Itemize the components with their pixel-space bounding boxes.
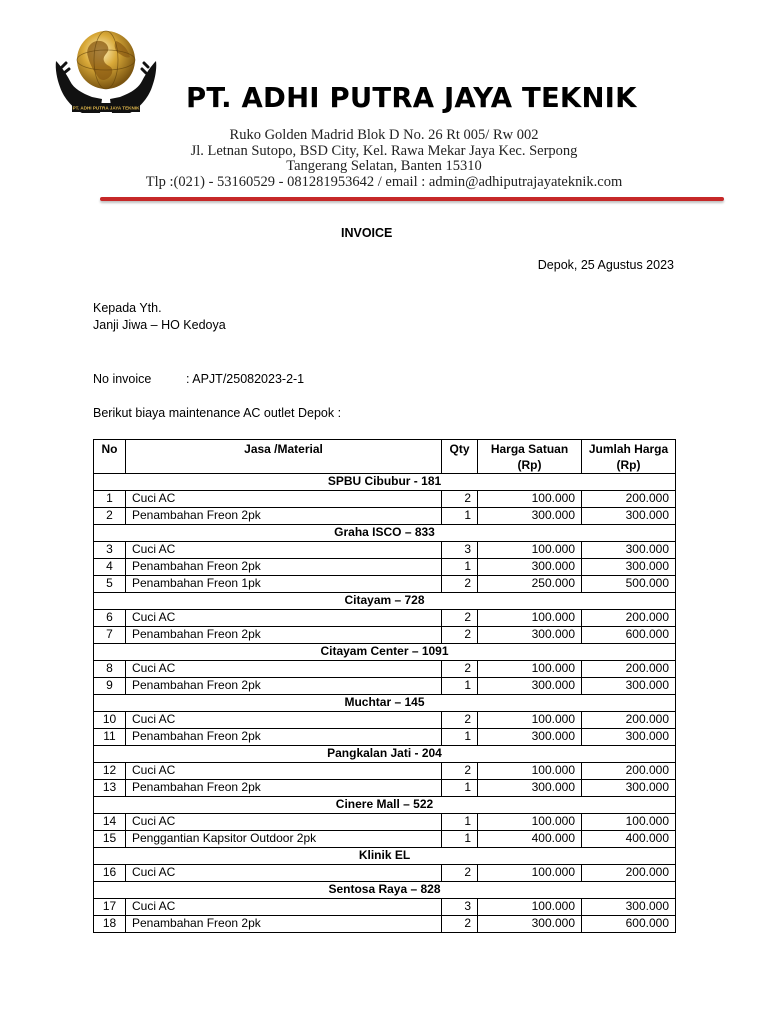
header-unit-price <box>478 440 582 474</box>
row-item: Penambahan Freon 2pk <box>126 678 442 695</box>
section-row <box>94 593 676 610</box>
header-divider <box>100 197 724 201</box>
row-unit-price: 300.000 <box>478 678 582 695</box>
header-total <box>582 440 676 474</box>
address-line: Jl. Letnan Sutopo, BSD City, Kel. Rawa Mekar Jaya Kec. Serpong <box>190 142 578 159</box>
row-item: Cuci AC <box>126 865 442 882</box>
invoice-table-body <box>94 474 676 933</box>
row-item: Cuci AC <box>126 542 442 559</box>
table-row <box>94 780 676 797</box>
row-qty: 1 <box>442 508 478 525</box>
table-row <box>94 491 676 508</box>
row-total: 100.000 <box>582 814 676 831</box>
table-row <box>94 729 676 746</box>
row-no: 14 <box>94 814 126 831</box>
row-unit-price: 100.000 <box>478 814 582 831</box>
section-title: Graha ISCO – 833 <box>94 525 676 542</box>
row-total: 500.000 <box>582 576 676 593</box>
row-no: 13 <box>94 780 126 797</box>
row-no: 9 <box>94 678 126 695</box>
row-total: 200.000 <box>582 763 676 780</box>
row-unit-price: 400.000 <box>478 831 582 848</box>
header-unit-price-line: Harga Satuan <box>490 442 569 456</box>
row-no: 7 <box>94 627 126 644</box>
table-row <box>94 678 676 695</box>
row-total: 200.000 <box>582 491 676 508</box>
address-line: Ruko Golden Madrid Blok D No. 26 Rt 005/ Rw 002 <box>229 127 539 143</box>
row-unit-price: 300.000 <box>478 559 582 576</box>
row-no: 5 <box>94 576 126 593</box>
table-header-row <box>94 440 676 474</box>
row-item: Cuci AC <box>126 491 442 508</box>
row-qty: 2 <box>442 865 478 882</box>
header-qty: Qty <box>442 440 478 474</box>
section-row <box>94 882 676 899</box>
row-qty: 2 <box>442 712 478 729</box>
header-total-line: Jumlah Harga <box>588 442 669 456</box>
row-item: Penambahan Freon 2pk <box>126 627 442 644</box>
row-item: Cuci AC <box>126 712 442 729</box>
row-item: Cuci AC <box>126 899 442 916</box>
row-no: 11 <box>94 729 126 746</box>
invoice-number-label: No invoice <box>93 372 152 386</box>
row-unit-price: 300.000 <box>478 780 582 797</box>
row-item: Penambahan Freon 2pk <box>126 508 442 525</box>
row-no: 12 <box>94 763 126 780</box>
section-row <box>94 746 676 763</box>
section-row <box>94 848 676 865</box>
row-total: 300.000 <box>582 678 676 695</box>
row-no: 6 <box>94 610 126 627</box>
table-row <box>94 542 676 559</box>
row-unit-price: 100.000 <box>478 899 582 916</box>
row-unit-price: 100.000 <box>478 610 582 627</box>
row-total: 200.000 <box>582 610 676 627</box>
header-total-unit: (Rp) <box>616 458 641 472</box>
section-title: Sentosa Raya – 828 <box>94 882 676 899</box>
document-title: INVOICE <box>341 226 393 240</box>
table-row <box>94 508 676 525</box>
row-item: Penambahan Freon 2pk <box>126 780 442 797</box>
row-qty: 2 <box>442 610 478 627</box>
row-item: Penambahan Freon 2pk <box>126 559 442 576</box>
row-total: 600.000 <box>582 627 676 644</box>
table-row <box>94 831 676 848</box>
invoice-number-value: : APJT/25082023-2-1 <box>186 372 305 386</box>
row-qty: 2 <box>442 661 478 678</box>
table-row <box>94 865 676 882</box>
row-qty: 1 <box>442 559 478 576</box>
table-row <box>94 627 676 644</box>
row-total: 300.000 <box>582 559 676 576</box>
header-unit-price-unit: (Rp) <box>517 458 542 472</box>
section-row <box>94 474 676 491</box>
row-qty: 1 <box>442 780 478 797</box>
recipient-name: Janji Jiwa – HO Kedoya <box>93 318 226 332</box>
section-title: Muchtar – 145 <box>94 695 676 712</box>
row-total: 600.000 <box>582 916 676 933</box>
row-qty: 1 <box>442 678 478 695</box>
header-item: Jasa /Material <box>126 440 442 474</box>
row-total: 200.000 <box>582 712 676 729</box>
row-unit-price: 300.000 <box>478 627 582 644</box>
row-no: 15 <box>94 831 126 848</box>
row-qty: 1 <box>442 729 478 746</box>
table-row <box>94 763 676 780</box>
row-no: 16 <box>94 865 126 882</box>
table-row <box>94 899 676 916</box>
table-row <box>94 916 676 933</box>
table-row <box>94 661 676 678</box>
row-no: 1 <box>94 491 126 508</box>
row-unit-price: 300.000 <box>478 916 582 933</box>
row-unit-price: 100.000 <box>478 763 582 780</box>
row-total: 300.000 <box>582 899 676 916</box>
table-row <box>94 559 676 576</box>
row-total: 300.000 <box>582 729 676 746</box>
row-qty: 2 <box>442 491 478 508</box>
row-item: Cuci AC <box>126 661 442 678</box>
row-unit-price: 300.000 <box>478 508 582 525</box>
row-unit-price: 100.000 <box>478 661 582 678</box>
section-row <box>94 525 676 542</box>
section-title: Klinik EL <box>94 848 676 865</box>
row-total: 300.000 <box>582 780 676 797</box>
row-total: 200.000 <box>582 661 676 678</box>
row-item: Penggantian Kapsitor Outdoor 2pk <box>126 831 442 848</box>
section-title: Citayam Center – 1091 <box>94 644 676 661</box>
company-name: PT. ADHI PUTRA JAYA TEKNIK <box>186 82 637 114</box>
row-item: Penambahan Freon 1pk <box>126 576 442 593</box>
row-qty: 2 <box>442 627 478 644</box>
row-no: 2 <box>94 508 126 525</box>
row-item: Cuci AC <box>126 610 442 627</box>
header-no: No <box>94 440 126 474</box>
row-total: 400.000 <box>582 831 676 848</box>
row-total: 200.000 <box>582 865 676 882</box>
row-item: Cuci AC <box>126 763 442 780</box>
row-unit-price: 100.000 <box>478 712 582 729</box>
row-unit-price: 250.000 <box>478 576 582 593</box>
place-date: Depok, 25 Agustus 2023 <box>537 258 674 272</box>
row-no: 18 <box>94 916 126 933</box>
row-qty: 1 <box>442 814 478 831</box>
section-title: Cinere Mall – 522 <box>94 797 676 814</box>
intro-text: Berikut biaya maintenance AC outlet Depok : <box>93 406 342 420</box>
address-line: Tangerang Selatan, Banten 15310 <box>286 158 482 175</box>
table-row <box>94 712 676 729</box>
logo-text: PT. ADHI PUTRA JAYA TEKNIK <box>72 105 140 111</box>
section-row <box>94 695 676 712</box>
invoice-table <box>93 439 676 933</box>
row-qty: 1 <box>442 831 478 848</box>
row-total: 300.000 <box>582 542 676 559</box>
recipient-label: Kepada Yth. <box>93 301 162 315</box>
contact-line: Tlp :(021) - 53160529 - 081281953642 / email : admin@adhiputrajayateknik.com <box>145 174 623 191</box>
row-total: 300.000 <box>582 508 676 525</box>
section-title: Pangkalan Jati - 204 <box>94 746 676 763</box>
section-row <box>94 644 676 661</box>
section-title: Citayam – 728 <box>94 593 676 610</box>
row-item: Penambahan Freon 2pk <box>126 916 442 933</box>
row-qty: 3 <box>442 899 478 916</box>
row-no: 3 <box>94 542 126 559</box>
row-qty: 3 <box>442 542 478 559</box>
row-unit-price: 100.000 <box>478 491 582 508</box>
table-row <box>94 576 676 593</box>
row-unit-price: 100.000 <box>478 542 582 559</box>
row-no: 10 <box>94 712 126 729</box>
row-no: 17 <box>94 899 126 916</box>
table-row <box>94 610 676 627</box>
company-logo <box>52 27 160 117</box>
row-qty: 2 <box>442 916 478 933</box>
row-qty: 2 <box>442 763 478 780</box>
row-no: 8 <box>94 661 126 678</box>
row-unit-price: 300.000 <box>478 729 582 746</box>
section-title: SPBU Cibubur - 181 <box>94 474 676 491</box>
row-no: 4 <box>94 559 126 576</box>
company-address <box>0 128 768 191</box>
row-item: Cuci AC <box>126 814 442 831</box>
section-row <box>94 797 676 814</box>
table-row <box>94 814 676 831</box>
row-qty: 2 <box>442 576 478 593</box>
row-item: Penambahan Freon 2pk <box>126 729 442 746</box>
row-unit-price: 100.000 <box>478 865 582 882</box>
